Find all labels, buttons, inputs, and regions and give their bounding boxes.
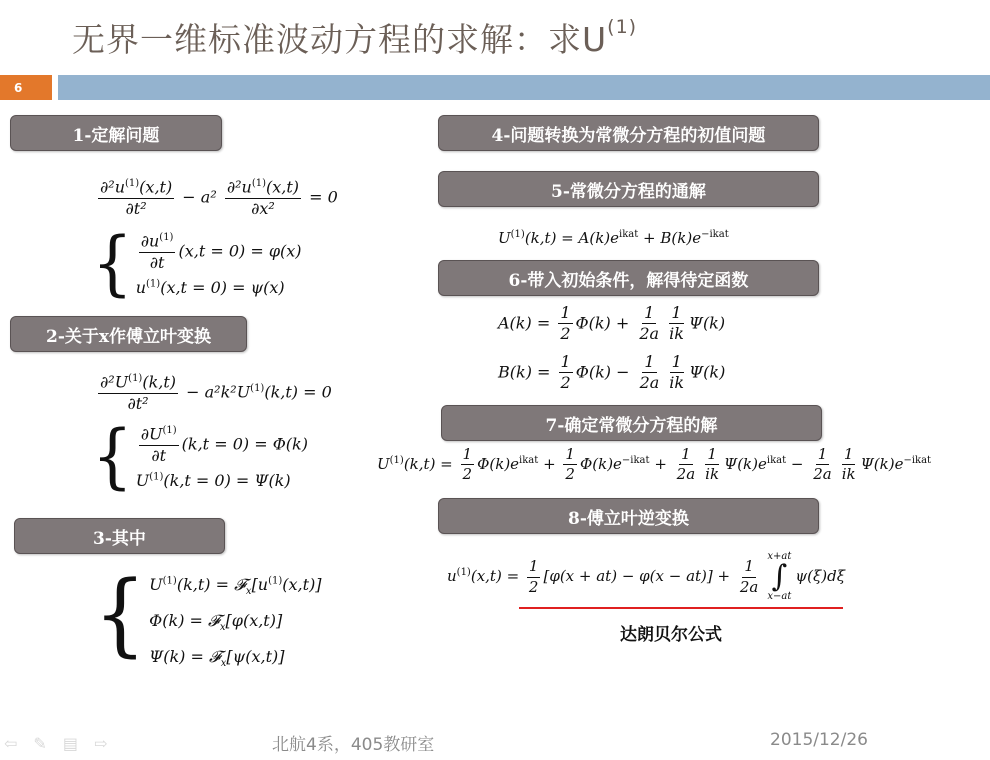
equation-transformed-conditions: { $\frac{\partial U^{(1)}}{\partial t}$ (k,t = 0) = Φ(k) $U^{(1)}(k,t = 0) = \Psi(k)$: [92, 416, 308, 498]
step-box-1: 1-定解问题: [10, 115, 222, 151]
slide-title: 无界一维标准波动方程的求解：求$U^{(1)}$: [72, 16, 638, 59]
footer-date: 2015/12/26: [770, 730, 868, 750]
step-box-4: 4-问题转换为常微分方程的初值问题: [438, 115, 819, 151]
equation-A: A(k) = $\frac{1}{2}$ Φ(k) + $\frac{1}{2a}$ $\frac{1}{ik}$ Ψ(k): [498, 303, 726, 344]
underline: [519, 607, 843, 609]
step-box-5: 5-常微分方程的通解: [438, 171, 819, 207]
equation-general-solution: $U^{(1)}(k,t) = A(k)e^{ikat} + B(k)e^{-ikat}$: [498, 229, 729, 247]
pen-icon[interactable]: ✎: [33, 734, 47, 753]
equation-transformed: $\frac{\partial^2U^{(1)}(k,t)}{\text{∂t²}}$ − $a^2k^2U^{(1)}(k,t) = 0$: [100, 372, 332, 413]
step-box-6: 6-带入初始条件，解得待定函数: [438, 260, 819, 296]
slide-nav: [4, 734, 107, 753]
step-box-2: 2-关于x作傅立叶变换: [10, 316, 247, 352]
step-box-3: 3-其中: [14, 518, 225, 554]
equation-definitions: { $U^{(1)}(k,t)$ = $𝓕_x[u^{(1)}(x,t)]$ Φ(k) = 𝓕$_x$[φ(x,t)] Ψ(k) = 𝓕$_x$[ψ(x,t)]: [94, 562, 322, 670]
footer-center: 北航4系，405教研室: [272, 735, 435, 755]
equation-pde: $\frac{\partial^2u^{(1)}(x,t)}{\text{∂t²}}$ − a² $\frac{\partial^2u^{(1)}(x,t)}{\text{∂x²}}$ = 0: [100, 177, 338, 218]
equation-B: B(k) = $\frac{1}{2}$ Φ(k) − $\frac{1}{2a}$ $\frac{1}{ik}$ Ψ(k): [498, 352, 726, 393]
equation-dalembert: $u^{(1)}(x,t)$ = $\frac{1}{2}$ [φ(x + at) − φ(x − at)] + $\frac{1}{2a}$ x+at ∫ x−at ψ(ξ)dξ: [447, 551, 845, 602]
slide-number: 6: [0, 75, 52, 100]
step-box-7: 7-确定常微分方程的解: [441, 405, 822, 441]
step-box-8: 8-傅立叶逆变换: [438, 498, 819, 534]
equation-ode-solution: $U^{(1)}(k,t)$ = $\frac{1}{2}$ $\Phi(k)e^{ikat}$ + $\frac{1}{2}$ $\Phi(k)e^{-ikat}$ + $\frac{1}{2a}$ $\frac{1}{ik}$ $\Psi(k)e^{ikat}$ − $\frac{1}{2a}$ $\frac{1}{ik}$ $\Psi(k)e^{-ikat}$: [377, 445, 932, 484]
arrow-left-icon[interactable]: ⇦: [4, 734, 18, 753]
header-bar: [58, 75, 990, 100]
equation-initial-conditions: { $\frac{\partial u^{(1)}}{\partial t}$ (x,t = 0) = φ(x) $u^{(1)}(x,t = 0) = \psi(x)$: [92, 223, 302, 305]
formula-caption: 达朗贝尔公式: [620, 625, 722, 645]
arrow-right-icon[interactable]: ⇨: [93, 734, 108, 753]
menu-icon[interactable]: ▤: [62, 734, 78, 753]
